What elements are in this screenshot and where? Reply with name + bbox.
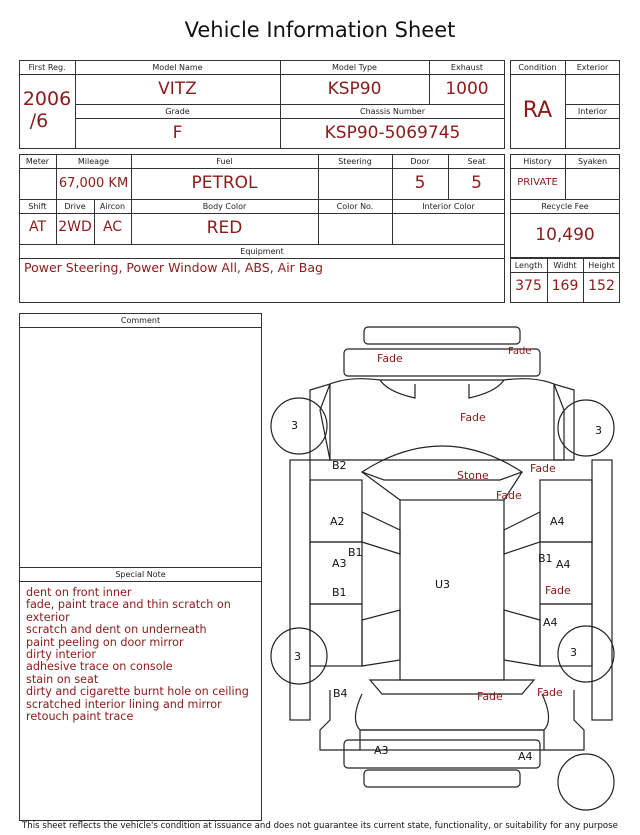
mark-a3: A3 [332, 557, 347, 570]
history-value: PRIVATE [517, 177, 558, 188]
first-reg-label: First Reg. [28, 63, 66, 72]
chassis-number-label: Chassis Number [360, 107, 425, 116]
width-value: 169 [551, 278, 579, 294]
condition-label: Condition [518, 63, 557, 72]
mark-wheel-front-right: 3 [595, 424, 602, 437]
model-name-label: Model Name [152, 63, 203, 72]
disclaimer-footer: This sheet reflects the vehicle's condition at issuance and does not guarantee its current state, functionality, or suitability for any purpose [22, 821, 618, 831]
mark-a4-right: A4 [550, 515, 565, 528]
recycle-fee-value: 10,490 [535, 225, 595, 245]
drive-label: Drive [64, 202, 86, 211]
special-note-item: dirty and cigarette burnt hole on ceiling [26, 685, 249, 699]
mark-fade-5: Fade [496, 489, 522, 502]
mileage-value: 67,000 KM [58, 176, 129, 191]
door-label: Door [410, 157, 430, 166]
shift-value: AT [28, 219, 47, 235]
equipment-label: Equipment [240, 247, 284, 256]
exhaust-value: 1000 [445, 79, 489, 99]
mark-b4: B4 [333, 687, 348, 700]
door-value: 5 [414, 173, 426, 193]
mark-a3-rear: A3 [374, 744, 389, 757]
grade-value: F [172, 123, 183, 143]
mark-b1-right: B1 [538, 552, 553, 565]
mark-fade-6: Fade [545, 584, 571, 597]
condition-value: RA [522, 98, 553, 123]
seat-label: Seat [467, 157, 486, 166]
mark-a4-rear: A4 [518, 750, 533, 763]
history-label: History [523, 157, 552, 166]
chassis-number-value: KSP90-5069745 [324, 123, 461, 143]
mark-wheel-rear-right: 3 [570, 646, 577, 659]
fuel-value: PETROL [191, 173, 258, 193]
syaken-label: Syaken [577, 157, 608, 166]
car-damage-diagram [270, 320, 630, 820]
height-value: 152 [588, 278, 615, 294]
first-reg-year: 2006 [22, 88, 72, 110]
interior-color-label: Interior Color [422, 202, 475, 211]
special-note-item: adhesive trace on console [26, 660, 173, 674]
special-note-item: paint peeling on door mirror [26, 635, 184, 649]
special-note-list [26, 587, 251, 723]
special-note-label: Special Note [115, 570, 166, 579]
color-no-label: Color No. [336, 202, 374, 211]
aircon-label: Aircon [99, 202, 126, 211]
first-reg-month: /6 [29, 110, 49, 132]
mark-fade-3: Fade [460, 411, 486, 424]
special-note-item: dirty interior [26, 648, 96, 662]
drive-value: 2WD [58, 219, 92, 235]
width-label: Widht [553, 261, 577, 270]
mark-wheel-front-left: 3 [291, 419, 298, 432]
model-type-value: KSP90 [327, 79, 382, 99]
mark-fade-8: Fade [537, 686, 563, 699]
aircon-value: AC [102, 219, 123, 235]
model-name-value: VITZ [158, 79, 197, 99]
interior-label: Interior [577, 107, 608, 116]
special-note-item: retouch paint trace [26, 710, 134, 724]
mark-fade-4: Fade [530, 462, 556, 475]
mark-b2: B2 [332, 459, 347, 472]
special-note-item: stain on seat [26, 672, 99, 686]
meter-label: Meter [25, 157, 50, 166]
mark-u3: U3 [435, 578, 451, 591]
mark-a2: A2 [330, 515, 345, 528]
mark-b1-left-top: B1 [348, 546, 363, 559]
special-note-item: dent on front inner [26, 586, 132, 599]
height-label: Height [588, 261, 615, 270]
mark-a4-right-3: A4 [543, 616, 558, 629]
mark-b1-left: B1 [332, 586, 347, 599]
recycle-fee-label: Recycle Fee [541, 202, 589, 211]
seat-value: 5 [471, 173, 482, 193]
exhaust-label: Exhaust [450, 63, 484, 72]
mileage-label: Mileage [77, 157, 110, 166]
mark-fade-7: Fade [477, 690, 503, 703]
sheet-title: Vehicle Information Sheet [184, 18, 456, 42]
grade-label: Grade [165, 107, 190, 116]
body-color-label: Body Color [202, 202, 247, 211]
length-value: 375 [515, 278, 542, 294]
special-note-item: scratched interior lining and mirror [26, 697, 222, 711]
exterior-label: Exterior [576, 63, 609, 72]
mark-fade-1: Fade [377, 352, 403, 365]
mark-fade-2: Fade [508, 346, 532, 357]
shift-label: Shift [28, 202, 47, 211]
equipment-value: Power Steering, Power Window All, ABS, Air Bag [24, 260, 323, 275]
mark-stone: Stone [457, 469, 489, 482]
model-type-label: Model Type [332, 63, 377, 72]
special-note-item: scratch and dent on underneath [26, 623, 207, 637]
mark-wheel-rear-left: 3 [294, 650, 301, 663]
mark-a4-right-2: A4 [556, 558, 571, 571]
comment-label: Comment [120, 316, 161, 325]
fuel-label: Fuel [216, 157, 233, 166]
steering-label: Steering [338, 157, 372, 166]
length-label: Length [514, 261, 543, 270]
body-color-value: RED [206, 218, 243, 238]
special-note-item: fade, paint trace and thin scratch on exterior [26, 598, 231, 624]
